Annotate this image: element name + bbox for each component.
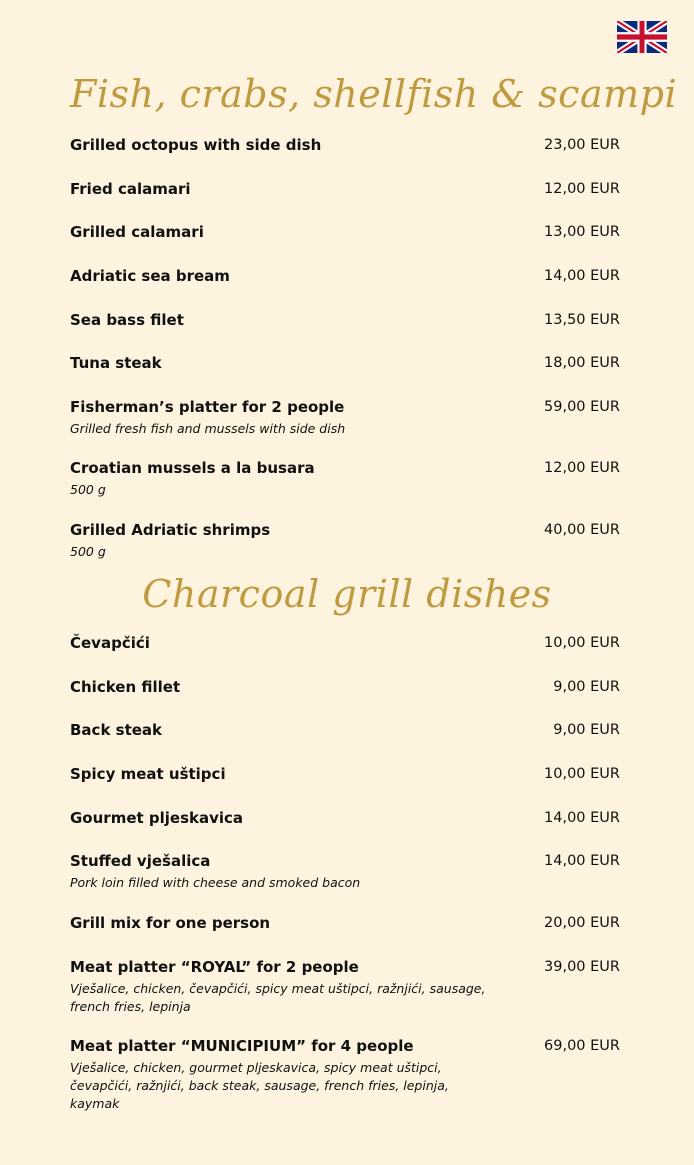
- menu-item-name: Adriatic sea bream: [70, 267, 230, 285]
- menu-item-name: Grilled calamari: [70, 223, 204, 241]
- menu-item-price: 10,00 EUR: [544, 766, 620, 782]
- menu-item-name: Meat platter “MUNICIPIUM” for 4 people: [70, 1037, 414, 1055]
- menu-item-price: 14,00 EUR: [544, 268, 620, 284]
- menu-item-name: Grilled Adriatic shrimps: [70, 521, 271, 539]
- menu-item-price: 12,00 EUR: [544, 460, 620, 476]
- menu-item-price: 13,00 EUR: [544, 224, 620, 240]
- menu-item-price: 14,00 EUR: [544, 810, 620, 826]
- menu-item-description: Pork loin filled with cheese and smoked bacon: [70, 875, 361, 890]
- menu-item-name: Croatian mussels a la busara: [70, 459, 315, 477]
- menu-item-name: Fisherman’s platter for 2 people: [70, 398, 345, 416]
- menu-item-description: 500 g: [70, 482, 106, 497]
- menu-item-name: Sea bass filet: [70, 311, 184, 329]
- menu-item-description: Vješalice, chicken, gourmet pljeskavica, spicy meat uštipci, čevapčići, ražnjići, back steak, sausage, french fries, lepinja, kaymak: [70, 1060, 449, 1111]
- menu-item-name: Čevapčići: [70, 634, 150, 652]
- menu-item-name: Grill mix for one person: [70, 914, 271, 932]
- menu-item-price: 18,00 EUR: [544, 355, 620, 371]
- menu-item-name: Meat platter “ROYAL” for 2 people: [70, 958, 359, 976]
- menu-item-name: Chicken fillet: [70, 678, 181, 696]
- menu-item-price: 10,00 EUR: [544, 635, 620, 651]
- menu-item-price: 20,00 EUR: [544, 915, 620, 931]
- menu-item-name: Gourmet pljeskavica: [70, 809, 244, 827]
- menu-item-name: Back steak: [70, 721, 163, 739]
- menu-item-description: Grilled fresh fish and mussels with side dish: [70, 421, 346, 436]
- menu-item-name: Spicy meat uštipci: [70, 765, 226, 783]
- menu-item-price: 39,00 EUR: [544, 959, 620, 975]
- menu-item-description: 500 g: [70, 544, 106, 559]
- menu-item-price: 23,00 EUR: [544, 137, 620, 153]
- menu-item-name: Stuffed vješalica: [70, 852, 211, 870]
- menu-item-name: Grilled octopus with side dish: [70, 136, 322, 154]
- uk-flag-icon[interactable]: [617, 21, 667, 53]
- menu-item-price: 13,50 EUR: [544, 312, 620, 328]
- menu-item-price: 14,00 EUR: [544, 853, 620, 869]
- menu-item-description: Vješalice, chicken, čevapčići, spicy meat uštipci, ražnjići, sausage, french fries, lepinja: [70, 981, 486, 1014]
- menu-item-price: 9,00 EUR: [553, 679, 620, 695]
- menu-item-price: 59,00 EUR: [544, 399, 620, 415]
- menu-item-price: 40,00 EUR: [544, 522, 620, 538]
- menu-item-name: Fried calamari: [70, 180, 191, 198]
- menu-item-name: Tuna steak: [70, 354, 162, 372]
- menu-item-price: 12,00 EUR: [544, 181, 620, 197]
- menu-item-price: 9,00 EUR: [553, 722, 620, 738]
- section-title-fish: Fish, crabs, shellfish & scampi: [70, 72, 678, 116]
- menu-item-price: 69,00 EUR: [544, 1038, 620, 1054]
- section-title-grill: Charcoal grill dishes: [142, 572, 552, 616]
